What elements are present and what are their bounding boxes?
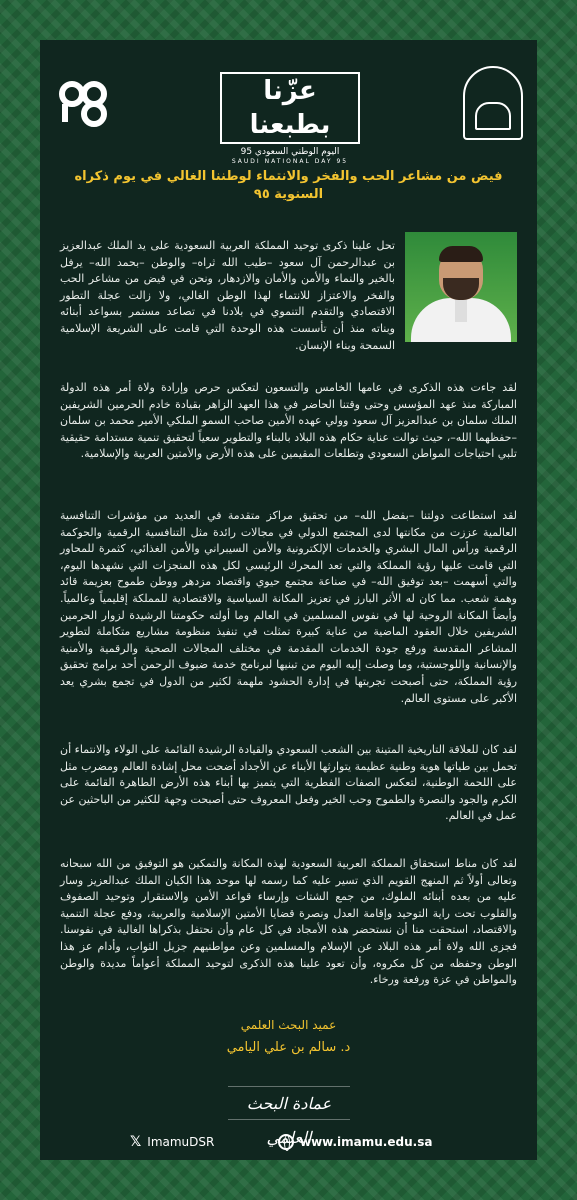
- deanship-calligraphy-logo: عمادة البحث العلمي: [228, 1086, 350, 1120]
- page-headline: فيض من مشاعر الحب والفخر والانتماء لوطننا الغالي في يوم ذكراه السنوية ٩٥: [74, 169, 503, 202]
- x-handle: ImamuDSR: [147, 1135, 215, 1149]
- x-account-link[interactable]: [130, 1130, 214, 1154]
- signature-name: د. سالم بن علي اليامي: [226, 1040, 351, 1055]
- footer: [40, 1130, 537, 1154]
- paragraph-3: لقد استطاعت دولتنا –بفضل الله– من تحقيق مراكز متقدمة في العديد من مؤشرات التنافسية العالمية عززت من مكانتها لدى المجتمع الدولي في مجالات رائدة مثل التنافسية الرقمية والحوكمة الرقمية ورأس المال البشري والخدمات الإلكترونية والأمن السيبراني والأمن الغذائي، كثمرة للمحاور التي قامت عليها رؤية المملكة والتي تعد المحرك الرئيسي لكل هذه المنجزات التي نشهدها اليوم، والتي أسهمت –بعد توفيق الله– في صناعة مجتمع حيوي واقتصاد مزدهر ووطن طموح بعزيمة قائد وهمة شعب. مما كان له الأثر البارز في تعزيز المكانة السياسية والاقتصادية للمملكة إقليمياً وعالمياً. وأيضاً المكانة الروحية لها في نفوس المسلمين في العالم وما أولته حكومتنا الرشيدة لزوار الحرمين الشريفين خلال العقود الماضية من عناية كبيرة تمثلت في تنفيذ منظومة مشاريع متكاملة لتطوير المشاعر المقدسة ورفع جودة الخدمات المقدمة في مختلف المجالات الصحية والرقمية والأمنية والإنسانية واللوجستية، وما وصلت إليه اليوم من تبنيها لبرنامج خدمة ضيوف الرحمن أحد برامج تحقيق رؤية المملكة، حتى أصبحت تجربتها في إدارة الحشود ملهمة لكثير من الدول في تجمع بشري يعد الأكبر على مستوى العالم.: [60, 509, 517, 705]
- content-panel: [40, 40, 537, 1160]
- signature-title: عميد البحث العلمي: [240, 1018, 337, 1032]
- website-link[interactable]: [278, 1130, 432, 1154]
- dean-portrait: [405, 232, 517, 342]
- national-day-subtitle-ar: اليوم الوطني السعودي 95: [240, 147, 340, 157]
- paragraph-4: لقد كان للعلاقة التاريخية المتينة بين الشعب السعودي والقيادة الرشيدة القائمة على الولاء والانتماء أن تحمل بين طياتها هوية وطنية عظيمة يتوارثها الأبناء عن الأجداد أضحت محل إشادة العالم ومضرب مثل على اللحمة الوطنية، لتعكس الصفات الفطرية التي يتميز بها أبناء هذه الأرض الطاهرة القائمة على الكرم والجود والنصرة والطموح وحب الخير وفعل المعروف حتى أصبحت وجهة للكثير من الباحثين عن عمل في العالم.: [60, 743, 517, 823]
- x-icon: 𝕏: [130, 1134, 142, 1150]
- research-deanship-logo-icon: [58, 80, 108, 128]
- paragraph-2: لقد جاءت هذه الذكرى في عامها الخامس والتسعون لتعكس حرص وإرادة ولاة أمر هذه الدولة المباركة منذ عهد المؤسس وحتى وقتنا الحاضر في هذا العهد الزاهر بقيادة خادم الحرمين الشريفين الملك سلمان بن عبدالعزيز آل سعود وولي عهده الأمين صاحب السمو الملكي الأمير محمد بن سلمان –حفظهما الله–، حيث توالت عناية حكام هذه البلاد بالبناء والتطوير سعياً لتحقيق تنمية مستدامة حقيقية تلبي احتياجات المواطن السعودي وتطلعات المقيمين على هذه الأرض والأمتين العربية والإسلامية.: [60, 381, 517, 461]
- website-url: www.imamu.edu.sa: [300, 1135, 433, 1149]
- paragraph-1: تحل علينا ذكرى توحيد المملكة العربية السعودية على يد الملك عبدالعزيز بن عبدالرحمن آل سعود –طيب الله ثراه– والوطن –بحمد الله– يرفل بالخير والنماء والأمن والأمان والازدهار، ونحن في فيض من مشاعر الحب والفخر والاعتزاز للانتماء لهذا الوطن الغالي، ولا زالت عجلة التطور الاقتصادي والتقدم التنموي في بلادنا في تصاعد مستمر بسواعد أبنائه وبناته منذ أن تأسست هذه الوحدة التي قامت على الشريعة الإسلامية السمحة وبناء الإنسان.: [60, 239, 395, 352]
- national-day-subtitle-en: SAUDI NATIONAL DAY 95: [231, 158, 349, 165]
- national-day-logo: [220, 72, 360, 165]
- paragraph-5: لقد كان مناط استحقاق المملكة العربية السعودية لهذه المكانة والتمكين هو التوفيق من الله سبحانه وتعالى أولاً ثم المنهج القويم الذي تسير عليه كما رسمه لها موحد هذا الكيان الملك عبدالعزيز وسار عليه من بعده أبنائه الملوك، من جمع الشتات وإرساء قواعد الأمن والاستقرار وتوحيد الصفوف والقلوب تحت راية التوحيد وإقامة العدل ونصرة قضايا الأمتين الإسلامية والعربية، ودفع عجلة التنمية والاقتصاد، استحقت منا أن نستحضر هذه الأمجاد في كل عام وأن نحتفل بذكراها الغالية في نفوسنا. فجزى الله ولاة أمر هذه البلاد عن الإسلام والمسلمين وعن مواطنيهم جزيل الثواب، وأدام عز هذا الوطن وحفظه من كل مكروه، وأن تعود علينا هذه الذكرى لتوحيد المملكة أعواماً مديدة والوطن والمواطن في عزة ورفعة ورخاء.: [60, 857, 517, 987]
- national-day-logo-text: عزّنا بطبعنا: [220, 72, 360, 144]
- university-logo-icon: [463, 66, 523, 140]
- globe-icon: [278, 1134, 294, 1150]
- logo-bar: [40, 62, 537, 165]
